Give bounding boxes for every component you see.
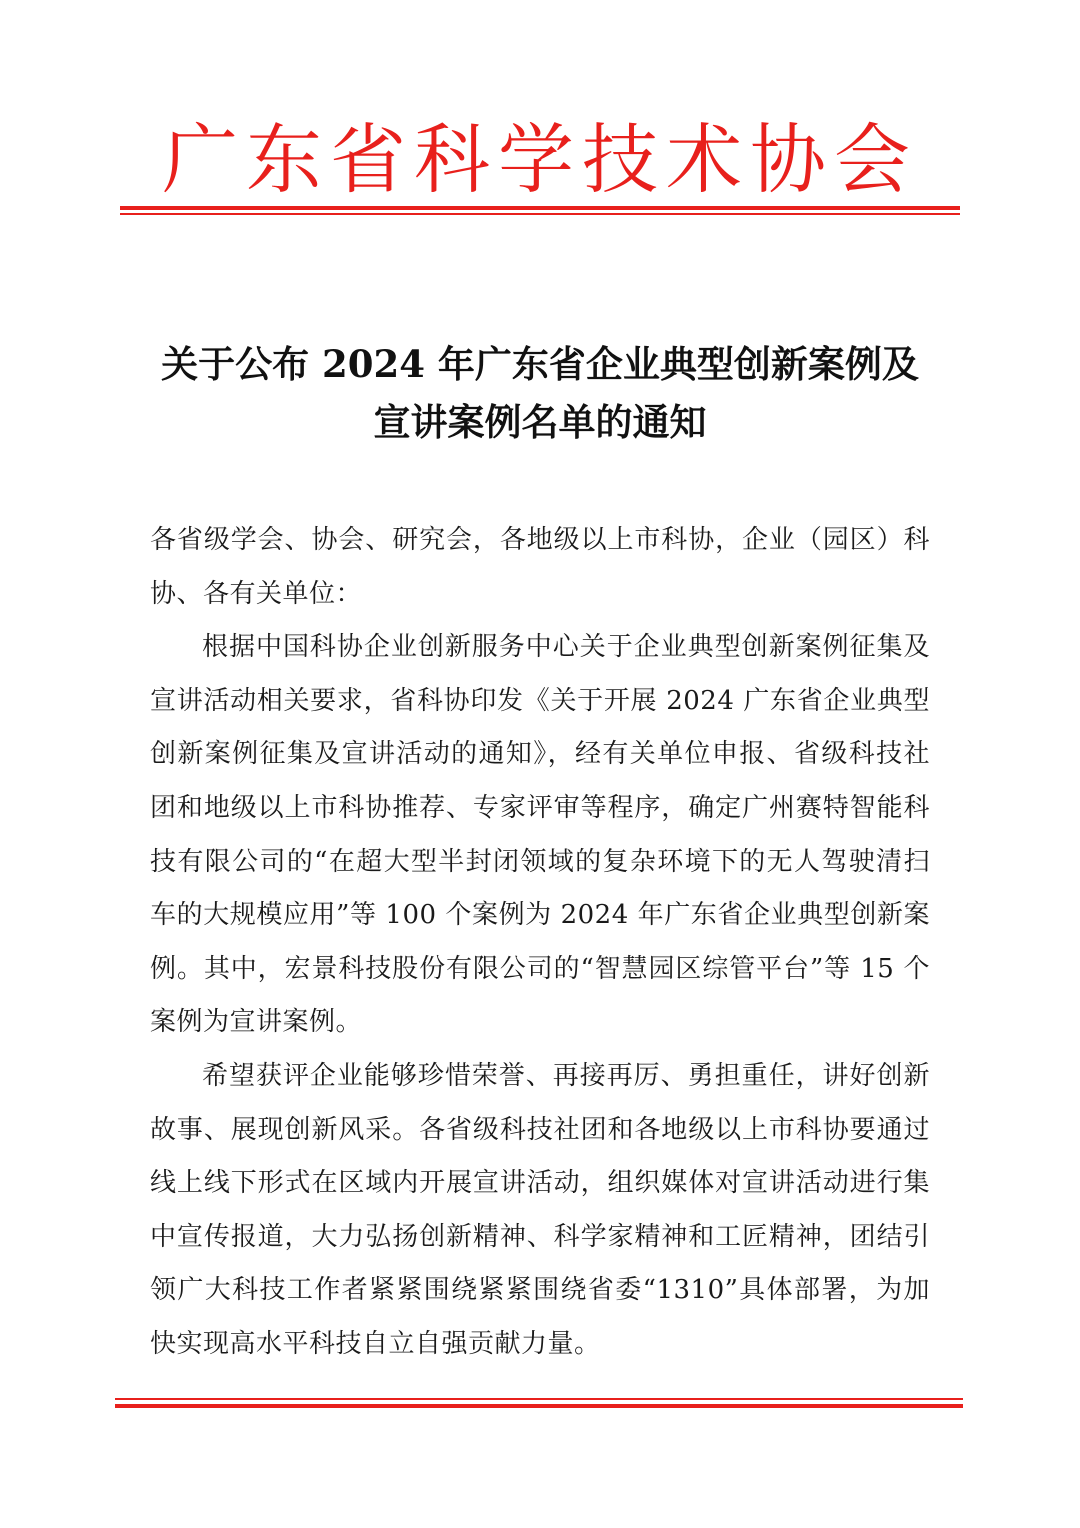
footer-rule-thin	[115, 1398, 963, 1400]
letterhead-rule-thick	[120, 206, 960, 210]
document-body	[150, 514, 930, 1372]
letterhead-rule-thin	[120, 213, 960, 215]
document-title-line-2: 宣讲案例名单的通知	[373, 400, 707, 444]
document-paragraph-2: 希望获评企业能够珍惜荣誉、再接再厉、勇担重任，讲好创新故事、展现创新风采。各省级科技社团和各地级以上市科协要通过线上线下形式在区域内开展宣讲活动，组织媒体对宣讲活动进行集中宣传报道，大力弘扬创新精神、科学家精神和工匠精神，团结引领广大科技工作者紧紧围绕紧紧围绕省委“1310”具体部署，为加快实现高水平科技自立自强贡献力量。	[150, 1060, 930, 1359]
document-paragraph-1: 根据中国科协企业创新服务中心关于企业典型创新案例征集及宣讲活动相关要求，省科协印发《关于开展 2024 广东省企业典型创新案例征集及宣讲活动的通知》，经有关单位申报、省级科技社团和地级以上市科协推荐、专家评审等程序，确定广州赛特智能科技有限公司的“在超大型半封闭领域的复杂环境下的无人驾驶清扫车的大规模应用”等 100 个案例为 2024 年广东省企业典型创新案例。其中，宏景科技股份有限公司的“智慧园区综管平台”等 15 个案例为宣讲案例。	[150, 632, 930, 1038]
document-title	[120, 335, 960, 451]
document-salutation: 各省级学会、协会、研究会，各地级以上市科协，企业（园区）科协、各有关单位：	[150, 525, 930, 609]
document-title-line-1: 关于公布 2024 年广东省企业典型创新案例及	[161, 342, 919, 386]
letterhead-organization-name: 广东省科学技术协会	[162, 115, 918, 204]
footer-rule-thick	[115, 1404, 963, 1408]
